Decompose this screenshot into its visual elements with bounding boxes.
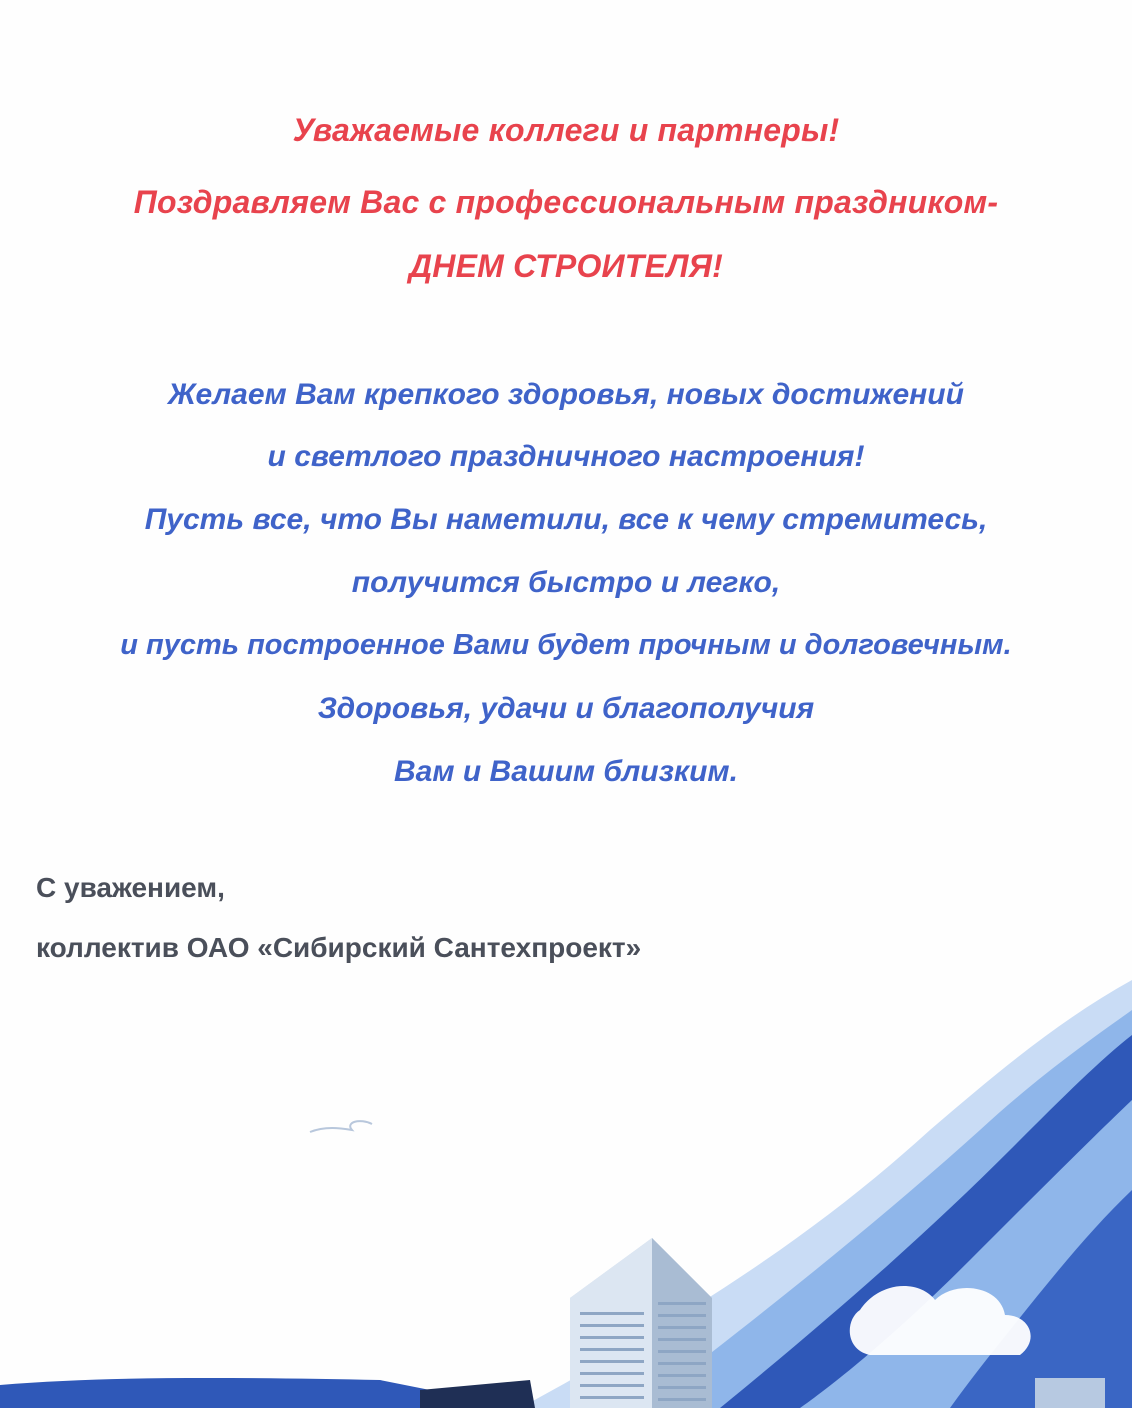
wish-line: получится быстро и легко, — [351, 566, 781, 599]
wish-line: Желаем Вам крепкого здоровья, новых достижений — [168, 378, 964, 411]
greeting-heading-line-1: Уважаемые коллеги и партнеры! — [292, 112, 840, 148]
signature-line-1: С уважением, — [36, 872, 225, 903]
wish-line: и пусть построенное Вами будет прочным и долговечным. — [120, 629, 1012, 661]
signature-line-2: коллектив ОАО «Сибирский Сантехпроект» — [36, 932, 642, 963]
city-skyline-illustration — [0, 980, 1132, 1408]
wish-line: и светлого праздничного настроения! — [267, 440, 865, 473]
skyscraper-building — [570, 1238, 712, 1408]
small-building-shape — [1035, 1378, 1105, 1408]
wish-line: Вам и Вашим близким. — [394, 755, 738, 788]
wish-line: Пусть все, что Вы наметили, все к чему стремитесь, — [144, 503, 988, 536]
greeting-heading-line-3: ДНЕМ СТРОИТЕЛЯ! — [408, 248, 724, 284]
wish-line: Здоровья, удачи и благополучия — [317, 692, 815, 725]
greeting-heading-line-2: Поздравляем Вас с профессиональным праздником- — [133, 184, 999, 220]
bird-shape — [310, 1121, 372, 1132]
dark-building-shape — [420, 1380, 535, 1408]
